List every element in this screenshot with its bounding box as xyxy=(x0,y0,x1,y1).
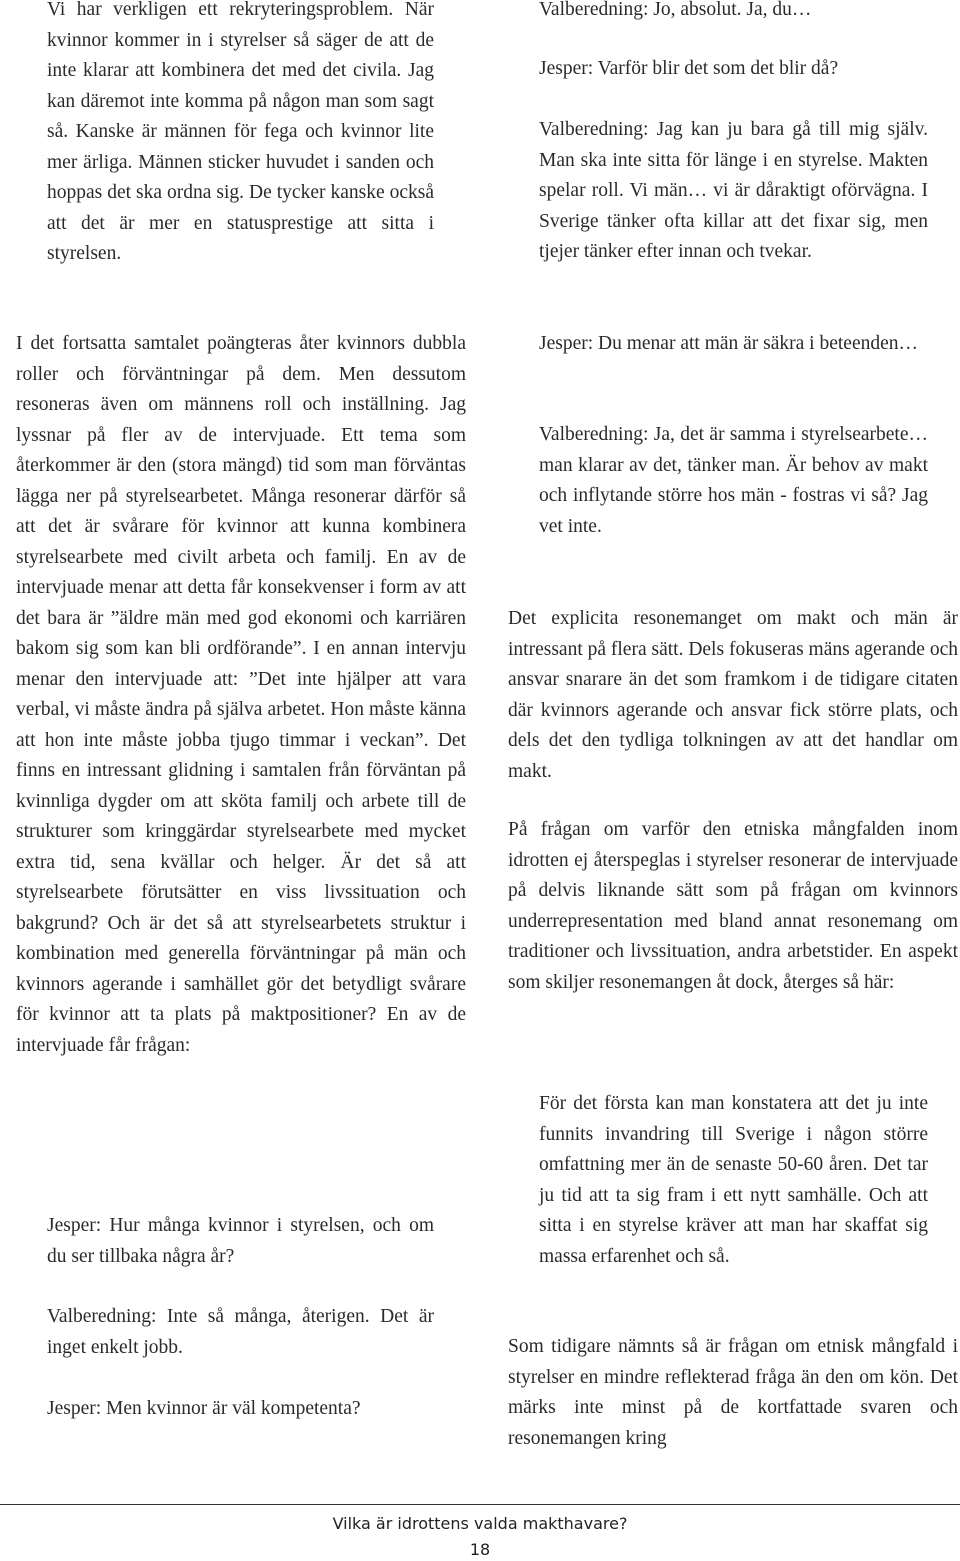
quote-block: För det första kan man konstatera att det ju inte funnits invandring till Sverige i någon större omfattning mer än de senaste 50-60 åren. Det tar ju tid att ta sig fram i ett nytt samhälle. Och att sitta i en styrelse kräver att man har skaffat sig massa erfarenhet och så. xyxy=(539,1093,928,1267)
dialogue-line: Valberedning: Jo, absolut. Ja, du… xyxy=(539,0,812,20)
body-paragraph: Det explicita resonemanget om makt och män är intressant på flera sätt. Dels fokuseras mäns agerande och ansvar snarare än det som framkom i de tidigare citaten där kvinnors agerande och ansvar fick större plats, och dels det den tydliga tolkningen av att det handlar om makt. xyxy=(508,608,958,782)
page-number: 18 xyxy=(469,1540,491,1559)
dialogue-line: Valberedning: Jag kan ju bara gå till mig själv. Man ska inte sitta för länge i en styrelse. Makten spelar roll. Vi män… vi är dåraktigt oförvägna. I Sverige tänker ofta killar att det fixar sig, men tjejer tänker efter innan och tvekar. xyxy=(539,119,928,262)
body-paragraph: På frågan om varför den etniska mångfalden inom idrotten ej återspeglas i styrelser resonerar de intervjuade på delvis liknande sätt som på frågan om kvinnors underrepresentation med bland annat resonemang om traditioner och livssituation, andra arbetstider. En aspekt som skiljer resonemangen åt dock, återges så här: xyxy=(508,819,958,993)
footer-rule xyxy=(0,1504,960,1505)
dialogue-line: Jesper: Du menar att män är säkra i beteenden… xyxy=(539,333,919,354)
dialogue-line: Valberedning: Inte så många, återigen. Det är inget enkelt jobb. xyxy=(47,1306,434,1358)
dialogue-line: Jesper: Hur många kvinnor i styrelsen, och om du ser tillbaka några år? xyxy=(47,1215,434,1267)
dialogue-line: Jesper: Men kvinnor är väl kompetenta? xyxy=(47,1398,361,1419)
dialogue-line: Jesper: Varför blir det som det blir då? xyxy=(539,58,839,79)
body-paragraph: I det fortsatta samtalet poängteras åter kvinnors dubbla roller och förväntningar på dem. Men dessutom resoneras även om männens roll och inställning. Jag lyssnar på fler av de intervjuade. Ett tema som återkommer är den (stora mängd) tid som man förväntas lägga ner på styrelsearbetet. Många resonerar därför så att det är svårare för kvinnor att kunna kombinera styrelsearbete med civilt arbeta och familj. En av de intervjuade menar att detta får konsekvenser i form av att det bara är ”äldre män med god ekonomi och karriären bakom sig som kan bli ordförande”. I en annan intervju menar den intervjuade att: ”Det inte hjälper att vara verbal, vi måste ändra på själva arbetet. Hon måste känna att hon inte måste jobba tjugo timmar i veckan”. Det finns en intressant glidning i samtalen från förväntan på kvinnliga dygder om att sköta familj och arbete till de strukturer som kringgärdar styrelsearbete med mycket extra tid, sena kvällar och helger. Är det så att styrelsearbete förutsätter en viss livssituation och bakgrund? Och är det så att styrelsearbetets struktur i kombination med generella förväntningar på män och kvinnors agerande i samhället gör det betydligt svårare för kvinnor att ta plats på maktpositioner? En av de intervjuade får frågan: xyxy=(16,333,466,1056)
body-paragraph: Som tidigare nämnts så är frågan om etnisk mångfald i styrelser en mindre reflekterad fråga än den om kön. Det märks inte minst på de kortfattade svaren och resonemangen kring xyxy=(508,1336,958,1449)
footer-title: Vilka är idrottens valda makthavare? xyxy=(332,1514,628,1533)
dialogue-line: Valberedning: Ja, det är samma i styrelsearbete… man klarar av det, tänker man. Är behov av makt och inflytande större hos män - fostras vi så? Jag vet inte. xyxy=(539,424,928,537)
quote-top: Vi har verkligen ett rekryteringsproblem. När kvinnor kommer in i styrelser så säger de att de inte klarar att kombinera det med det civila. Jag kan däremot inte komma på någon man som sagt så. Kanske är männen för fega och kvinnor lite mer ärliga. Männen sticker huvudet i sanden och hoppas det ska ordna sig. De tycker kanske också att det är mer en statusprestige att sitta i styrelsen. xyxy=(47,0,434,264)
